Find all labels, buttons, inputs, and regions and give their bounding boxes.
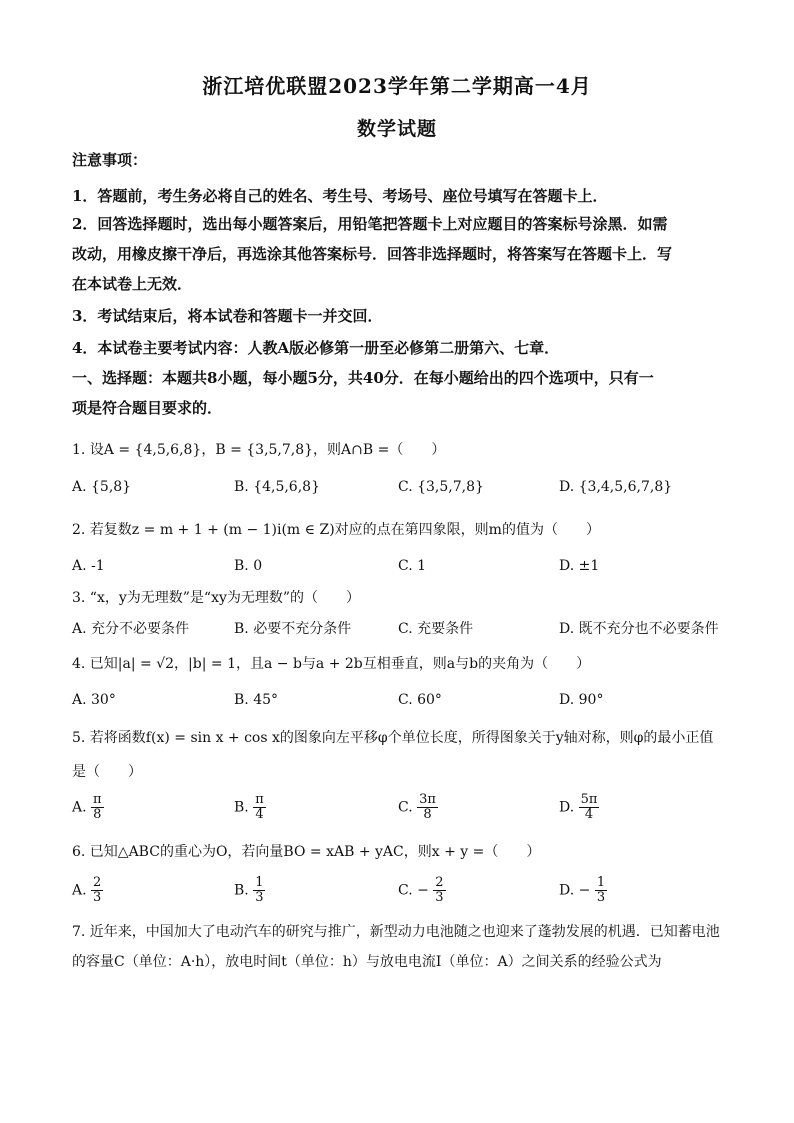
question-3-option-c: C. 充要条件 bbox=[398, 621, 474, 637]
notice-item-3: 3．考试结束后，将本试卷和答题卡一并交回． bbox=[72, 307, 383, 325]
question-5-stem-line-2: 是（ ） bbox=[72, 764, 142, 780]
fraction-numerator: 2 bbox=[435, 875, 444, 890]
question-6-option-d bbox=[559, 876, 607, 905]
section1-heading-line-2: 项是符合题目要求的． bbox=[72, 399, 223, 417]
question-2-option-b: B. 0 bbox=[234, 558, 263, 574]
fraction-denominator: 3 bbox=[255, 890, 264, 905]
question-2-option-c: C. 1 bbox=[398, 558, 427, 574]
question-6-option-c-label: C. − bbox=[398, 882, 429, 899]
fraction-denominator: 3 bbox=[93, 890, 102, 905]
fraction-numerator: 5π bbox=[580, 792, 598, 807]
question-5-stem-line-1: 5. 若将函数f(x) = sin x + cos x的图象向左平移φ个单位长度，所得图象关于y轴对称，则φ的最小正值 bbox=[72, 730, 714, 746]
question-3-option-b: B. 必要不充分条件 bbox=[234, 621, 352, 637]
section1-heading-line-1: 一、选择题：本题共8小题，每小题5分，共40分．在每小题给出的四个选项中，只有一 bbox=[72, 369, 654, 387]
question-1-option-a: A. {5,8} bbox=[72, 479, 132, 495]
question-5-option-b bbox=[234, 793, 266, 822]
fraction-denominator: 4 bbox=[584, 807, 594, 822]
question-6-option-a-fraction bbox=[91, 876, 103, 905]
question-6-option-c bbox=[398, 876, 446, 905]
fraction-numerator: π bbox=[93, 792, 102, 807]
notice-item-1: 1．答题前，考生务必将自己的姓名、考生号、考场号、座位号填写在答题卡上． bbox=[72, 187, 608, 205]
question-6-option-a-label: A. bbox=[72, 882, 87, 899]
question-1-option-d: D. {3,4,5,6,7,8} bbox=[559, 479, 673, 495]
question-5-option-d bbox=[559, 793, 599, 822]
question-3-stem: 3. “x，y为无理数”是“xy为无理数”的（ ） bbox=[72, 590, 361, 606]
fraction-numerator: 2 bbox=[93, 875, 102, 890]
question-3-option-a: A. 充分不必要条件 bbox=[72, 621, 190, 637]
question-6-option-b-label: B. bbox=[234, 882, 249, 899]
question-7-stem-line-2: 的容量C（单位：A·h），放电时间t（单位：h）与放电电流I（单位：A）之间关系的经验公式为 bbox=[72, 954, 662, 970]
question-2-stem: 2. 若复数z = m + 1 + (m − 1)i(m ∈ Z)对应的点在第四象限，则m的值为（ ） bbox=[72, 522, 600, 538]
question-1-stem: 1. 设A = {4,5,6,8}，B = {3,5,7,8}，则A∩B =（ ） bbox=[72, 442, 446, 458]
question-5-option-b-fraction bbox=[253, 793, 266, 822]
page-title: 浙江培优联盟2023学年第二学期高一4月 bbox=[202, 74, 592, 98]
fraction-numerator: π bbox=[255, 792, 264, 807]
question-5-option-d-fraction bbox=[579, 793, 600, 822]
question-5-option-b-label: B. bbox=[234, 799, 249, 816]
question-6-option-a bbox=[72, 876, 103, 905]
notice-heading: 注意事项： bbox=[72, 151, 148, 169]
notice-item-2-line-1: 2．回答选择题时，选出每小题答案后，用铅笔把答题卡上对应题目的答案标号涂黑．如需 bbox=[72, 215, 668, 233]
question-7-stem-line-1: 7. 近年来，中国加大了电动汽车的研究与推广，新型动力电池随之也迎来了蓬勃发展的机遇．已知蓄电池 bbox=[72, 924, 720, 940]
fraction-denominator: 3 bbox=[596, 890, 606, 905]
question-2-option-d: D. ±1 bbox=[559, 558, 600, 574]
question-6-option-d-fraction bbox=[595, 876, 607, 905]
question-5-option-a-fraction bbox=[91, 793, 104, 822]
question-5-option-c bbox=[398, 793, 438, 822]
question-1-option-c: C. {3,5,7,8} bbox=[398, 479, 484, 495]
question-5-option-d-label: D. bbox=[559, 799, 575, 816]
question-5-option-c-label: C. bbox=[398, 799, 413, 816]
page-subtitle: 数学试题 bbox=[356, 118, 437, 140]
fraction-numerator: 1 bbox=[255, 875, 264, 890]
fraction-denominator: 8 bbox=[423, 807, 432, 822]
notice-item-2-line-3: 在本试卷上无效． bbox=[72, 275, 193, 293]
question-3-option-d: D. 既不充分也不必要条件 bbox=[559, 621, 719, 637]
fraction-denominator: 8 bbox=[93, 807, 102, 822]
question-4-stem: 4. 已知|a| = √2，|b| = 1，且a − b与a + 2b互相垂直，则a与b的夹角为（ ） bbox=[72, 656, 591, 672]
question-5-option-a-label: A. bbox=[72, 799, 87, 816]
question-4-option-a: A. 30° bbox=[72, 692, 116, 708]
question-4-option-d: D. 90° bbox=[559, 692, 604, 708]
question-6-option-b-fraction bbox=[253, 876, 265, 905]
question-2-option-a: A. -1 bbox=[72, 558, 105, 574]
question-4-option-c: C. 60° bbox=[398, 692, 442, 708]
notice-item-4: 4．本试卷主要考试内容：人教A版必修第一册至必修第二册第六、七章． bbox=[72, 339, 560, 357]
question-6-option-d-label: D. − bbox=[559, 882, 591, 899]
question-6-option-c-fraction bbox=[433, 876, 445, 905]
question-1-option-b: B. {4,5,6,8} bbox=[234, 479, 320, 495]
notice-item-2-line-2: 改动，用橡皮擦干净后，再选涂其他答案标号．回答非选择题时，将答案写在答题卡上．写 bbox=[72, 245, 673, 263]
fraction-denominator: 4 bbox=[255, 807, 264, 822]
question-5-option-a bbox=[72, 793, 104, 822]
question-4-option-b: B. 45° bbox=[234, 692, 279, 708]
question-6-option-b bbox=[234, 876, 265, 905]
question-6-stem: 6. 已知△ABC的重心为O，若向量BO = xAB + yAC，则x + y =（ ） bbox=[72, 844, 541, 860]
question-5-option-c-fraction bbox=[417, 793, 438, 822]
fraction-denominator: 3 bbox=[435, 890, 444, 905]
fraction-numerator: 1 bbox=[596, 875, 606, 890]
fraction-numerator: 3π bbox=[419, 792, 436, 807]
